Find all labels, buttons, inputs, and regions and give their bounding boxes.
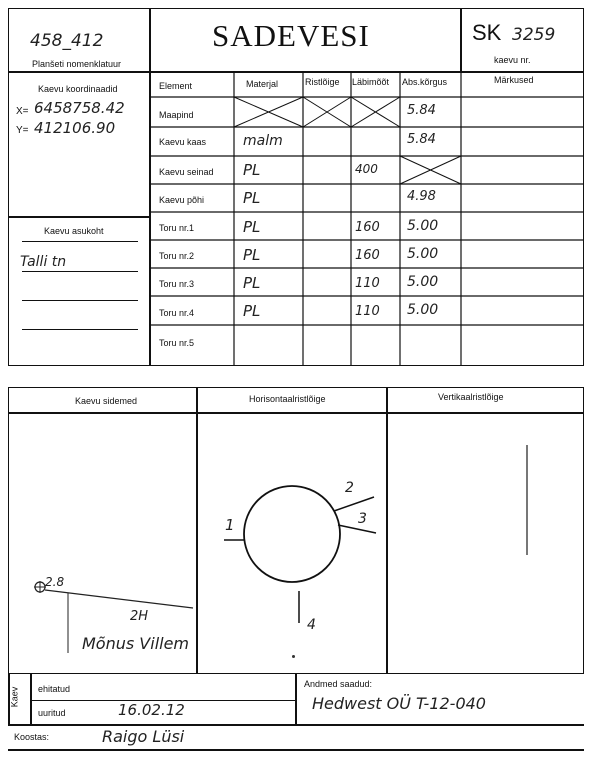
horizontal-label: Horisontaalristlõige xyxy=(249,394,326,404)
pipe-label-2: 2 xyxy=(345,480,354,496)
house-number: 2H xyxy=(130,609,149,624)
row-label: Kaevu põhi xyxy=(159,195,205,205)
vertical-label: Vertikaalristlõige xyxy=(438,392,504,402)
cell-abs-height: 5.00 xyxy=(407,274,439,290)
divider xyxy=(22,300,138,301)
built-label: ehitatud xyxy=(38,684,71,694)
pipe-label-3: 3 xyxy=(358,511,367,527)
sheet-label: Planšeti nomenklatuur xyxy=(32,59,122,69)
header-material: Materjal xyxy=(246,79,279,89)
coord-x-value: 6458758.42 xyxy=(34,99,125,117)
cell-material: PL xyxy=(243,161,261,179)
row-label: Kaevu seinad xyxy=(159,167,214,177)
divider xyxy=(22,271,138,272)
header-abs-height: Abs.kõrgus xyxy=(402,77,448,87)
cell-material: PL xyxy=(243,302,261,320)
row-label: Toru nr.3 xyxy=(159,279,195,289)
sheet-code: 458_412 xyxy=(30,31,104,51)
well-label: kaevu nr. xyxy=(494,55,531,65)
cell-diameter: 160 xyxy=(355,248,380,263)
coords-label: Kaevu koordinaadid xyxy=(38,84,118,94)
table-grid xyxy=(149,71,584,366)
cell-abs-height: 5.84 xyxy=(407,103,436,118)
divider xyxy=(8,724,584,726)
coord-y-value: 412106.90 xyxy=(34,119,116,137)
divider xyxy=(8,71,149,73)
connections-label: Kaevu sidemed xyxy=(75,396,138,406)
sk-number: 3259 xyxy=(512,25,556,45)
cell-diameter: 400 xyxy=(355,162,378,176)
data-value: Hedwest OÜ T-12-040 xyxy=(312,694,486,713)
page-title: SADEVESI xyxy=(212,18,370,53)
cell-abs-height: 5.00 xyxy=(407,246,439,262)
divider xyxy=(22,329,138,330)
divider xyxy=(295,674,297,724)
surveyed-label: uuritud xyxy=(38,708,66,718)
element-table xyxy=(149,71,584,366)
header-notes: Märkused xyxy=(494,75,534,85)
row-label: Toru nr.4 xyxy=(159,308,195,318)
sk-prefix: SK xyxy=(472,20,502,45)
cell-diameter: 110 xyxy=(355,304,380,319)
cell-abs-height: 5.00 xyxy=(407,218,439,234)
header-diameter: Läbimõõt xyxy=(352,77,390,87)
cell-material: PL xyxy=(243,274,261,292)
coord-y-prefix: Y= xyxy=(16,125,29,136)
row-label: Toru nr.5 xyxy=(159,338,195,348)
divider xyxy=(22,241,138,242)
row-label: Toru nr.1 xyxy=(159,223,195,233)
cell-abs-height: 5.00 xyxy=(407,302,439,318)
cell-diameter: 160 xyxy=(355,220,380,235)
data-label: Andmed saadud: xyxy=(304,679,373,689)
location-label: Kaevu asukoht xyxy=(44,226,104,236)
surveyed-value: 16.02.12 xyxy=(118,701,185,719)
divider xyxy=(386,387,388,674)
row-label: Maapind xyxy=(159,110,194,120)
header-cross-section: Ristlõige xyxy=(305,77,340,87)
cell-material: PL xyxy=(243,189,261,207)
divider xyxy=(30,674,32,724)
divider xyxy=(460,8,462,71)
author-label: Koostas: xyxy=(14,732,50,742)
header-element: Element xyxy=(159,81,193,91)
cell-material: PL xyxy=(243,218,261,236)
row-label: Kaevu kaas xyxy=(159,137,207,147)
pipe-label-4: 4 xyxy=(307,617,316,633)
cell-abs-height: 5.84 xyxy=(407,132,436,147)
author-value: Raigo Lüsi xyxy=(102,727,185,746)
side-label: Kaev xyxy=(9,686,20,708)
cell-material: PL xyxy=(243,246,261,264)
cell-diameter: 110 xyxy=(355,276,380,291)
place-name: Mõnus Villem xyxy=(82,634,190,653)
horizontal-sketch xyxy=(198,413,386,673)
cell-material: malm xyxy=(243,133,283,149)
cell-abs-height: 4.98 xyxy=(407,189,436,204)
pipe-label-1: 1 xyxy=(225,516,235,534)
scan-dot xyxy=(292,655,295,658)
location-value: Talli tn xyxy=(20,254,67,270)
divider xyxy=(8,216,149,218)
row-label: Toru nr.2 xyxy=(159,251,195,261)
coord-x-prefix: X= xyxy=(16,106,29,117)
scan-mark xyxy=(526,445,528,555)
divider xyxy=(8,749,584,751)
connection-point-label: 2.8 xyxy=(45,575,65,589)
